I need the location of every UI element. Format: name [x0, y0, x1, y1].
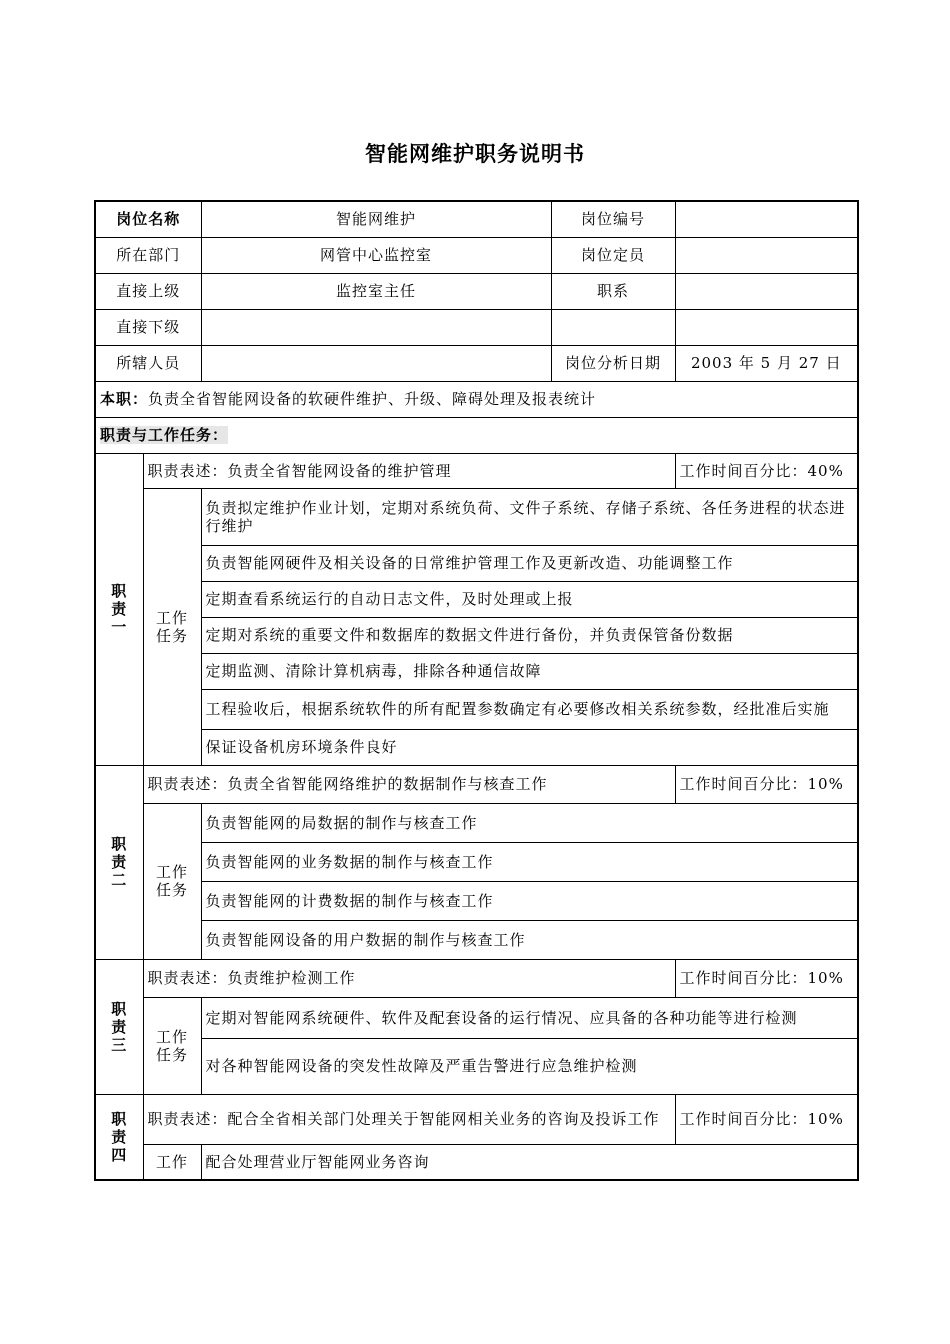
- duty-4-statement-row: [95, 1094, 858, 1144]
- staff-label: 所辖人员: [95, 345, 201, 381]
- duty-1-task-row: [95, 653, 858, 689]
- superior-value: 监控室主任: [201, 273, 551, 309]
- duty-2-task-4: 负责智能网设备的用户数据的制作与核查工作: [201, 920, 858, 959]
- duty-3-statement: 职责表述：负责维护检测工作: [143, 959, 675, 997]
- duty-3-label: 职 责 三: [95, 959, 143, 1094]
- duty-3-task-row: [95, 1038, 858, 1094]
- duty-2-statement-row: [95, 765, 858, 803]
- duty-1-task-row: [95, 617, 858, 653]
- department-label: 所在部门: [95, 237, 201, 273]
- duties-header-row: [95, 417, 858, 453]
- duty-1-label: 职 责 一: [95, 453, 143, 765]
- page-title: 智能网维护职务说明书: [365, 142, 585, 166]
- headcount-label: 岗位定员: [551, 237, 675, 273]
- duty-1-task-2: 负责智能网硬件及相关设备的日常维护管理工作及更新改造、功能调整工作: [201, 545, 858, 581]
- duty-2-task-3: 负责智能网的计费数据的制作与核查工作: [201, 881, 858, 920]
- duty-1-task-5: 定期监测、清除计算机病毒，排除各种通信故障: [201, 653, 858, 689]
- superior-label: 直接上级: [95, 273, 201, 309]
- duty-1-statement-row: [95, 453, 858, 488]
- duty-1-task-row: [95, 488, 858, 545]
- duty-3-percent: 工作时间百分比：10%: [675, 959, 858, 997]
- position-name-value: 智能网维护: [201, 201, 551, 237]
- duties-header-cell: [95, 417, 858, 453]
- duty-1-task-7: 保证设备机房环境条件良好: [201, 729, 858, 765]
- duty-4-statement: 职责表述：配合全省相关部门处理关于智能网相关业务的咨询及投诉工作: [143, 1094, 675, 1144]
- duty-1-percent: 工作时间百分比：40%: [675, 453, 858, 488]
- duty-1-task-row: [95, 689, 858, 729]
- duty-3-task-row: [95, 997, 858, 1038]
- duty-4-task-1: 配合处理营业厅智能网业务咨询: [201, 1144, 858, 1180]
- info-row-department: [95, 237, 858, 273]
- job-family-label: 职系: [551, 273, 675, 309]
- duty-1-task-row: [95, 581, 858, 617]
- duty-1-task-3: 定期查看系统运行的自动日志文件，及时处理或上报: [201, 581, 858, 617]
- info-row-subordinate: [95, 309, 858, 345]
- duty-1-task-label: 工作 任务: [143, 488, 201, 765]
- duty-4-task-row: [95, 1144, 858, 1180]
- duty-2-task-1: 负责智能网的局数据的制作与核查工作: [201, 803, 858, 842]
- duty-4-label: 职 责 四: [95, 1094, 143, 1180]
- duty-2-task-row: [95, 842, 858, 881]
- duties-header: 职责与工作任务：: [100, 426, 229, 444]
- duty-3-statement-row: [95, 959, 858, 997]
- core-duty-cell: [95, 381, 858, 417]
- duty-2-label: 职 责 二: [95, 765, 143, 959]
- duty-2-task-row: [95, 803, 858, 842]
- job-family-value: [675, 273, 858, 309]
- duty-2-task-2: 负责智能网的业务数据的制作与核查工作: [201, 842, 858, 881]
- duty-1-task-row: [95, 729, 858, 765]
- subordinate-label: 直接下级: [95, 309, 201, 345]
- department-value: 网管中心监控室: [201, 237, 551, 273]
- duty-2-task-label: 工作 任务: [143, 803, 201, 959]
- subordinate-extra-value: [675, 309, 858, 345]
- duty-1-task-4: 定期对系统的重要文件和数据库的数据文件进行备份，并负责保管备份数据: [201, 617, 858, 653]
- staff-value: [201, 345, 551, 381]
- duty-3-task-label: 工作 任务: [143, 997, 201, 1094]
- core-duty-label: 本职：: [100, 390, 149, 408]
- duty-1-task-1: 负责拟定维护作业计划，定期对系统负荷、文件子系统、存储子系统、各任务进程的状态进行维护: [201, 488, 858, 545]
- core-duty-row: [95, 381, 858, 417]
- subordinate-value: [201, 309, 551, 345]
- analysis-date-value: 2003 年 5 月 27 日: [675, 345, 858, 381]
- duty-2-percent: 工作时间百分比：10%: [675, 765, 858, 803]
- job-description-table: [94, 200, 859, 1181]
- info-row-position: [95, 201, 858, 237]
- duty-1-task-row: [95, 545, 858, 581]
- subordinate-extra-label: [551, 309, 675, 345]
- info-row-superior: [95, 273, 858, 309]
- info-row-staff: [95, 345, 858, 381]
- analysis-date-label: 岗位分析日期: [551, 345, 675, 381]
- position-code-value: [675, 201, 858, 237]
- duty-4-percent: 工作时间百分比：10%: [675, 1094, 858, 1144]
- duty-4-task-label: 工作: [143, 1144, 201, 1180]
- duty-2-task-row: [95, 920, 858, 959]
- duty-1-task-6: 工程验收后，根据系统软件的所有配置参数确定有必要修改相关系统参数，经批准后实施: [201, 689, 858, 729]
- position-name-label: 岗位名称: [95, 201, 201, 237]
- duty-1-statement: 职责表述：负责全省智能网设备的维护管理: [143, 453, 675, 488]
- duty-2-task-row: [95, 881, 858, 920]
- core-duty-text: 负责全省智能网设备的软硬件维护、升级、障碍处理及报表统计: [148, 390, 597, 408]
- duty-2-statement: 职责表述：负责全省智能网络维护的数据制作与核查工作: [143, 765, 675, 803]
- position-code-label: 岗位编号: [551, 201, 675, 237]
- headcount-value: [675, 237, 858, 273]
- duty-3-task-2: 对各种智能网设备的突发性故障及严重告警进行应急维护检测: [201, 1038, 858, 1094]
- duty-3-task-1: 定期对智能网系统硬件、软件及配套设备的运行情况、应具备的各种功能等进行检测: [201, 997, 858, 1038]
